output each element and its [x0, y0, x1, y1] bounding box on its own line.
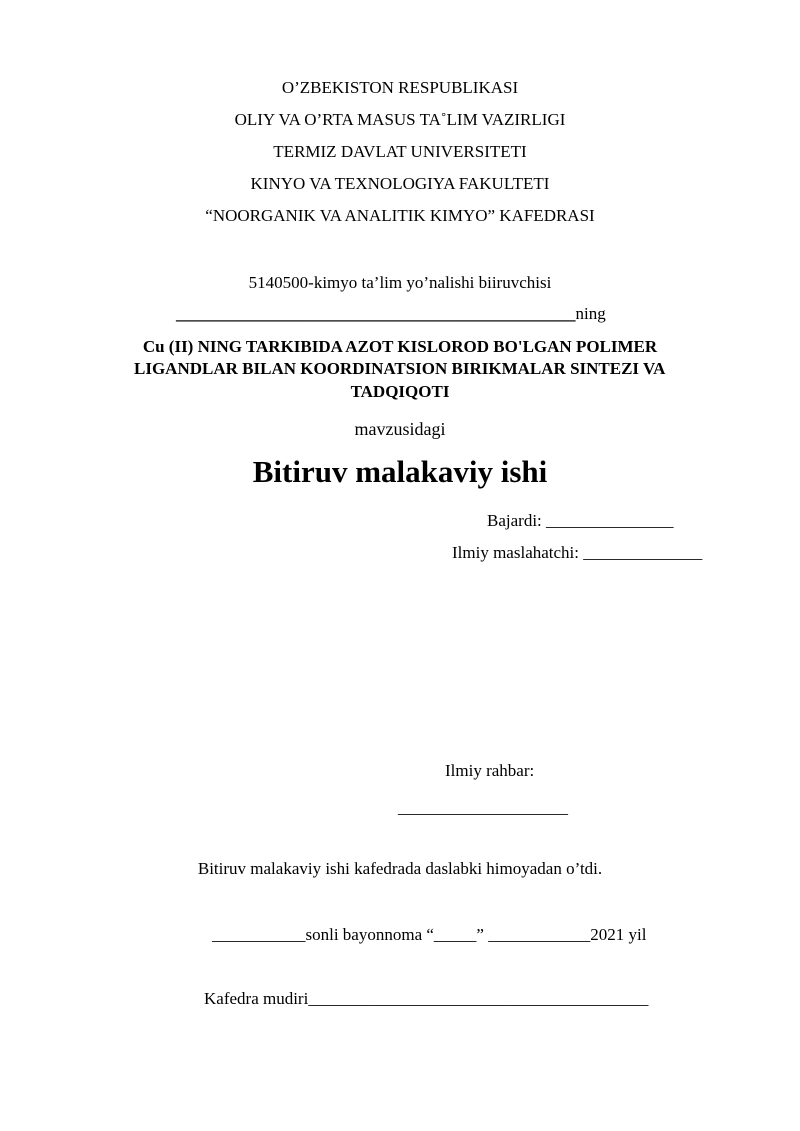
topic-line-3: TADQIQOTI	[350, 382, 450, 401]
specialty-line: 5140500-kimyo ta’lim yo’nalishi biiruvchisi	[248, 273, 552, 292]
header-university: TERMIZ DAVLAT UNIVERSITETI	[273, 142, 527, 161]
scientific-supervisor-blank: ____________________	[398, 798, 568, 817]
department-head-line: Kafedra mudiri________________________________________	[204, 989, 649, 1008]
scientific-consultant-line: Ilmiy maslahatchi: ______________	[452, 543, 703, 562]
header-department: “NOORGANIK VA ANALITIK KIMYO” KAFEDRASI	[205, 206, 595, 225]
header-republic: O’ZBEKISTON RESPUBLIKASI	[281, 78, 519, 97]
topic-line-1: Cu (II) NING TARKIBIDA AZOT KISLOROD BO'LGAN POLIMER	[142, 337, 658, 356]
header-ministry: OLIY VA O’RTA MASUS TA˚LIM VAZIRLIGI	[234, 110, 566, 129]
scientific-supervisor-label: Ilmiy rahbar:	[445, 761, 535, 780]
protocol-line: ___________sonli bayonnoma “_____” ____________2021 yil	[212, 925, 647, 944]
performed-by-line: Bajardi: _______________	[487, 511, 674, 530]
student-name-line	[176, 303, 606, 325]
topic-line-2: LIGANDLAR BILAN KOORDINATSION BIRIKMALAR SINTEZI VA	[134, 359, 666, 378]
header-faculty: KINYO VA TEXNOLOGIYA FAKULTETI	[250, 174, 550, 193]
student-name-blank: _______________________________________________	[176, 304, 576, 323]
topic-suffix: mavzusidagi	[354, 419, 446, 439]
student-name-suffix: ning	[575, 304, 606, 323]
defense-statement: Bitiruv malakaviy ishi kafedrada daslabki himoyadan o’tdi.	[197, 859, 603, 878]
page-title: Bitiruv malakaviy ishi	[252, 454, 548, 489]
